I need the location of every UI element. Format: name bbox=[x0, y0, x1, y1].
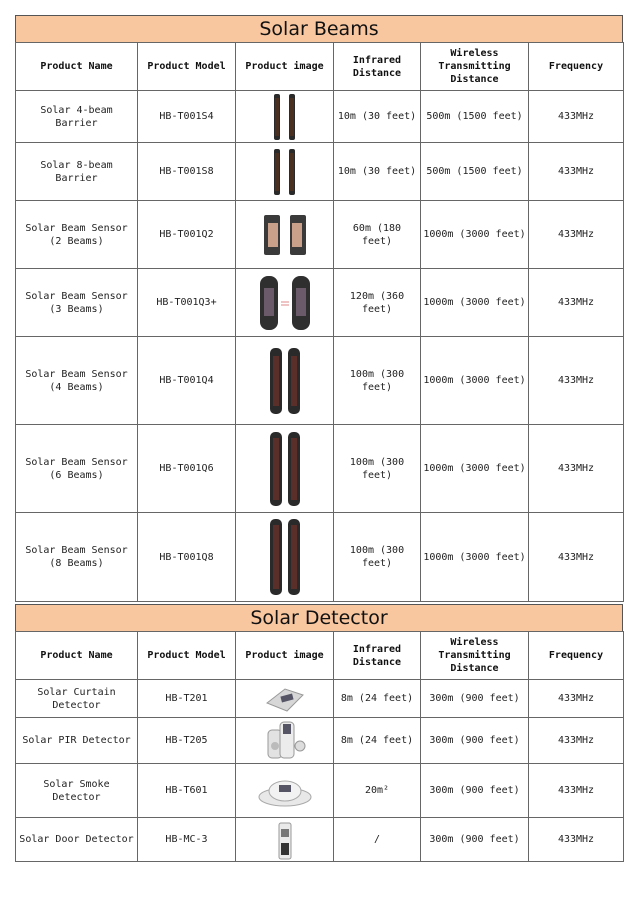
table-row bbox=[16, 818, 624, 862]
beam-sensor-icon bbox=[260, 213, 310, 257]
wireless-distance: 300m (900 feet) bbox=[421, 680, 529, 718]
infrared-distance: 100m (300 feet) bbox=[334, 425, 421, 513]
product-name: Solar Door Detector bbox=[16, 818, 138, 862]
header-product-name: Product Name bbox=[16, 632, 138, 680]
beam-sensor-icon bbox=[265, 430, 305, 508]
product-model: HB-T205 bbox=[138, 718, 236, 764]
table-row bbox=[16, 91, 624, 143]
product-model: HB-T201 bbox=[138, 680, 236, 718]
product-name: Solar Beam Sensor (2 Beams) bbox=[16, 201, 138, 269]
product-image bbox=[236, 818, 334, 862]
header-row bbox=[16, 632, 624, 680]
infrared-distance: 100m (300 feet) bbox=[334, 513, 421, 602]
table-row bbox=[16, 680, 624, 718]
header-infrared-distance: Infrared Distance bbox=[334, 632, 421, 680]
infrared-distance: 60m (180 feet) bbox=[334, 201, 421, 269]
product-name: Solar 4-beam Barrier bbox=[16, 91, 138, 143]
frequency: 433MHz bbox=[529, 718, 624, 764]
solar-beams-table bbox=[15, 42, 624, 602]
product-model: HB-T001Q2 bbox=[138, 201, 236, 269]
smoke-detector-icon bbox=[255, 773, 315, 809]
frequency: 433MHz bbox=[529, 513, 624, 602]
product-image bbox=[236, 337, 334, 425]
frequency: 433MHz bbox=[529, 91, 624, 143]
wireless-distance: 1000m (3000 feet) bbox=[421, 269, 529, 337]
beam-sensor-icon bbox=[265, 517, 305, 597]
table-row bbox=[16, 513, 624, 602]
beam-barrier-icon bbox=[270, 147, 300, 197]
product-model: HB-T001S8 bbox=[138, 143, 236, 201]
product-model: HB-T001Q8 bbox=[138, 513, 236, 602]
product-model: HB-T001Q3+ bbox=[138, 269, 236, 337]
product-image bbox=[236, 680, 334, 718]
wireless-distance: 500m (1500 feet) bbox=[421, 143, 529, 201]
frequency: 433MHz bbox=[529, 425, 624, 513]
product-model: HB-T001S4 bbox=[138, 91, 236, 143]
door-detector-icon bbox=[270, 819, 300, 861]
infrared-distance: 120m (360 feet) bbox=[334, 269, 421, 337]
table-row bbox=[16, 201, 624, 269]
infrared-distance: 8m (24 feet) bbox=[334, 680, 421, 718]
frequency: 433MHz bbox=[529, 269, 624, 337]
header-product-image: Product image bbox=[236, 43, 334, 91]
table-row bbox=[16, 718, 624, 764]
infrared-distance: / bbox=[334, 818, 421, 862]
frequency: 433MHz bbox=[529, 764, 624, 818]
solar-detector-table bbox=[15, 631, 624, 862]
product-name: Solar Beam Sensor (8 Beams) bbox=[16, 513, 138, 602]
table-row bbox=[16, 337, 624, 425]
beam-sensor-icon bbox=[256, 274, 314, 332]
header-frequency: Frequency bbox=[529, 43, 624, 91]
product-image bbox=[236, 91, 334, 143]
product-image bbox=[236, 764, 334, 818]
header-product-model: Product Model bbox=[138, 43, 236, 91]
frequency: 433MHz bbox=[529, 201, 624, 269]
wireless-distance: 1000m (3000 feet) bbox=[421, 513, 529, 602]
product-name: Solar Beam Sensor (6 Beams) bbox=[16, 425, 138, 513]
solar-detector-section bbox=[15, 604, 623, 862]
product-image bbox=[236, 143, 334, 201]
product-name: Solar PIR Detector bbox=[16, 718, 138, 764]
frequency: 433MHz bbox=[529, 337, 624, 425]
wireless-distance: 1000m (3000 feet) bbox=[421, 201, 529, 269]
wireless-distance: 300m (900 feet) bbox=[421, 818, 529, 862]
beam-sensor-icon bbox=[265, 346, 305, 416]
product-model: HB-T001Q6 bbox=[138, 425, 236, 513]
product-image bbox=[236, 201, 334, 269]
header-product-image: Product image bbox=[236, 632, 334, 680]
product-image bbox=[236, 269, 334, 337]
header-product-model: Product Model bbox=[138, 632, 236, 680]
product-name: Solar 8-beam Barrier bbox=[16, 143, 138, 201]
wireless-distance: 300m (900 feet) bbox=[421, 718, 529, 764]
beam-barrier-icon bbox=[270, 92, 300, 142]
wireless-distance: 300m (900 feet) bbox=[421, 764, 529, 818]
product-model: HB-MC-3 bbox=[138, 818, 236, 862]
table-row bbox=[16, 764, 624, 818]
curtain-detector-icon bbox=[263, 683, 307, 715]
table-row bbox=[16, 425, 624, 513]
header-wireless-distance: Wireless Transmitting Distance bbox=[421, 632, 529, 680]
infrared-distance: 8m (24 feet) bbox=[334, 718, 421, 764]
frequency: 433MHz bbox=[529, 818, 624, 862]
infrared-distance: 10m (30 feet) bbox=[334, 91, 421, 143]
frequency: 433MHz bbox=[529, 680, 624, 718]
product-image bbox=[236, 425, 334, 513]
header-frequency: Frequency bbox=[529, 632, 624, 680]
product-name: Solar Beam Sensor (3 Beams) bbox=[16, 269, 138, 337]
wireless-distance: 1000m (3000 feet) bbox=[421, 337, 529, 425]
frequency: 433MHz bbox=[529, 143, 624, 201]
header-row bbox=[16, 43, 624, 91]
header-infrared-distance: Infrared Distance bbox=[334, 43, 421, 91]
infrared-distance: 20m² bbox=[334, 764, 421, 818]
product-image bbox=[236, 513, 334, 602]
table-row bbox=[16, 269, 624, 337]
infrared-distance: 10m (30 feet) bbox=[334, 143, 421, 201]
header-wireless-distance: Wireless Transmitting Distance bbox=[421, 43, 529, 91]
product-model: HB-T601 bbox=[138, 764, 236, 818]
solar-beams-section bbox=[15, 15, 623, 602]
infrared-distance: 100m (300 feet) bbox=[334, 337, 421, 425]
wireless-distance: 500m (1500 feet) bbox=[421, 91, 529, 143]
header-product-name: Product Name bbox=[16, 43, 138, 91]
product-name: Solar Smoke Detector bbox=[16, 764, 138, 818]
table-row bbox=[16, 143, 624, 201]
product-image bbox=[236, 718, 334, 764]
section-title: Solar Beams bbox=[15, 15, 623, 42]
product-name: Solar Beam Sensor (4 Beams) bbox=[16, 337, 138, 425]
product-name: Solar Curtain Detector bbox=[16, 680, 138, 718]
section-title: Solar Detector bbox=[15, 604, 623, 631]
pir-detector-icon bbox=[260, 720, 310, 762]
wireless-distance: 1000m (3000 feet) bbox=[421, 425, 529, 513]
product-model: HB-T001Q4 bbox=[138, 337, 236, 425]
